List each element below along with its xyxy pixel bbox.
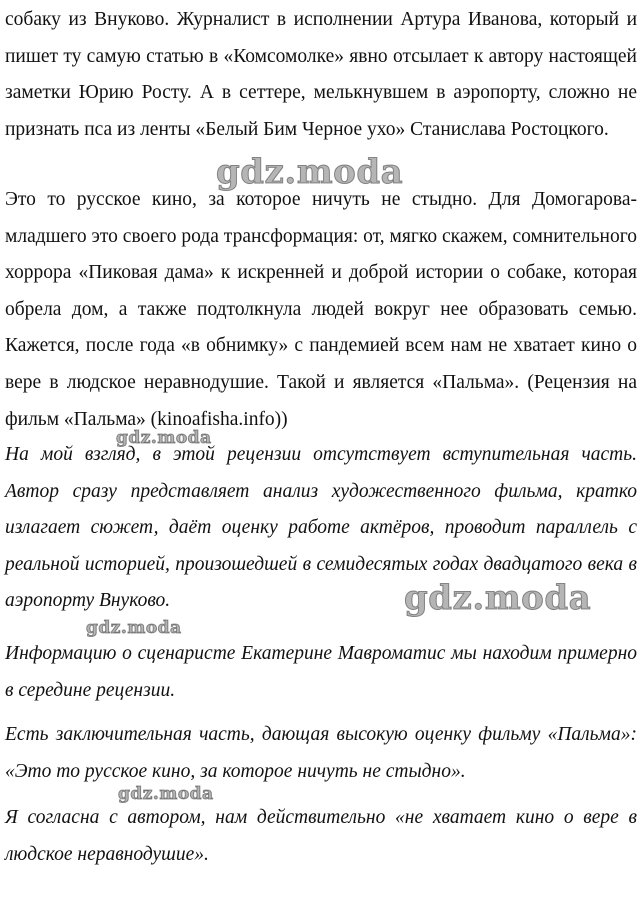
paragraph-analysis-opinion: Я согласна с автором, нам действительно «не хватает кино о вере в людское неравнодушие». — [5, 807, 637, 865]
paragraph-analysis-intro: На мой взгляд, в этой рецензии отсутствует вступительная часть. Автор сразу представляет анализ художественного фильма, кратко излагает сюжет, даёт оценку работе актёров, проводит параллель с реальной историей, произошедшей в семидесятых годах двадцатого века в аэропорту Внуково. — [5, 444, 637, 612]
watermark-logo: gdz.moda — [86, 618, 182, 638]
watermark-logo: gdz.moda — [216, 152, 404, 192]
watermark-logo: gdz.moda — [404, 578, 592, 618]
paragraph-analysis-conclusion: Есть заключительная часть, дающая высокую оценку фильму «Пальма»: «Это то русское кино, за которое ничуть не стыдно». — [5, 724, 637, 782]
watermark-logo: gdz.moda — [116, 428, 212, 448]
paragraph-film-review-conclusion: Это то русское кино, за которое ничуть не стыдно. Для Домогарова-младшего это своего рода трансформация: от, мягко скажем, сомнительного хоррора «Пиковая дама» к искренней и доброй истории о собаке, которая обрела дом, а также подтолкнула людей вокруг нее образовать семью. Кажется, после года «в обнимку» с пандемией всем нам не хватает кино о вере в людское неравнодушие. Такой и является «Пальма». (Рецензия на фильм «Пальма» (kinoafisha.info)) — [5, 189, 637, 430]
paragraph-film-plot: собаку из Внуково. Журналист в исполнении Артура Иванова, который и пишет ту самую статью в «Комсомолке» явно отсылает к автору настоящей заметки Юрию Росту. А в сеттере, мелькнувшем в аэропорту, сложно не признать пса из ленты «Белый Бим Черное ухо» Станислава Ростоцкого. — [5, 9, 637, 140]
paragraph-analysis-screenwriter: Информацию о сценаристе Екатерине Мавроматис мы находим примерно в середине рецензии. — [5, 643, 637, 701]
watermark-logo: gdz.moda — [118, 784, 214, 804]
